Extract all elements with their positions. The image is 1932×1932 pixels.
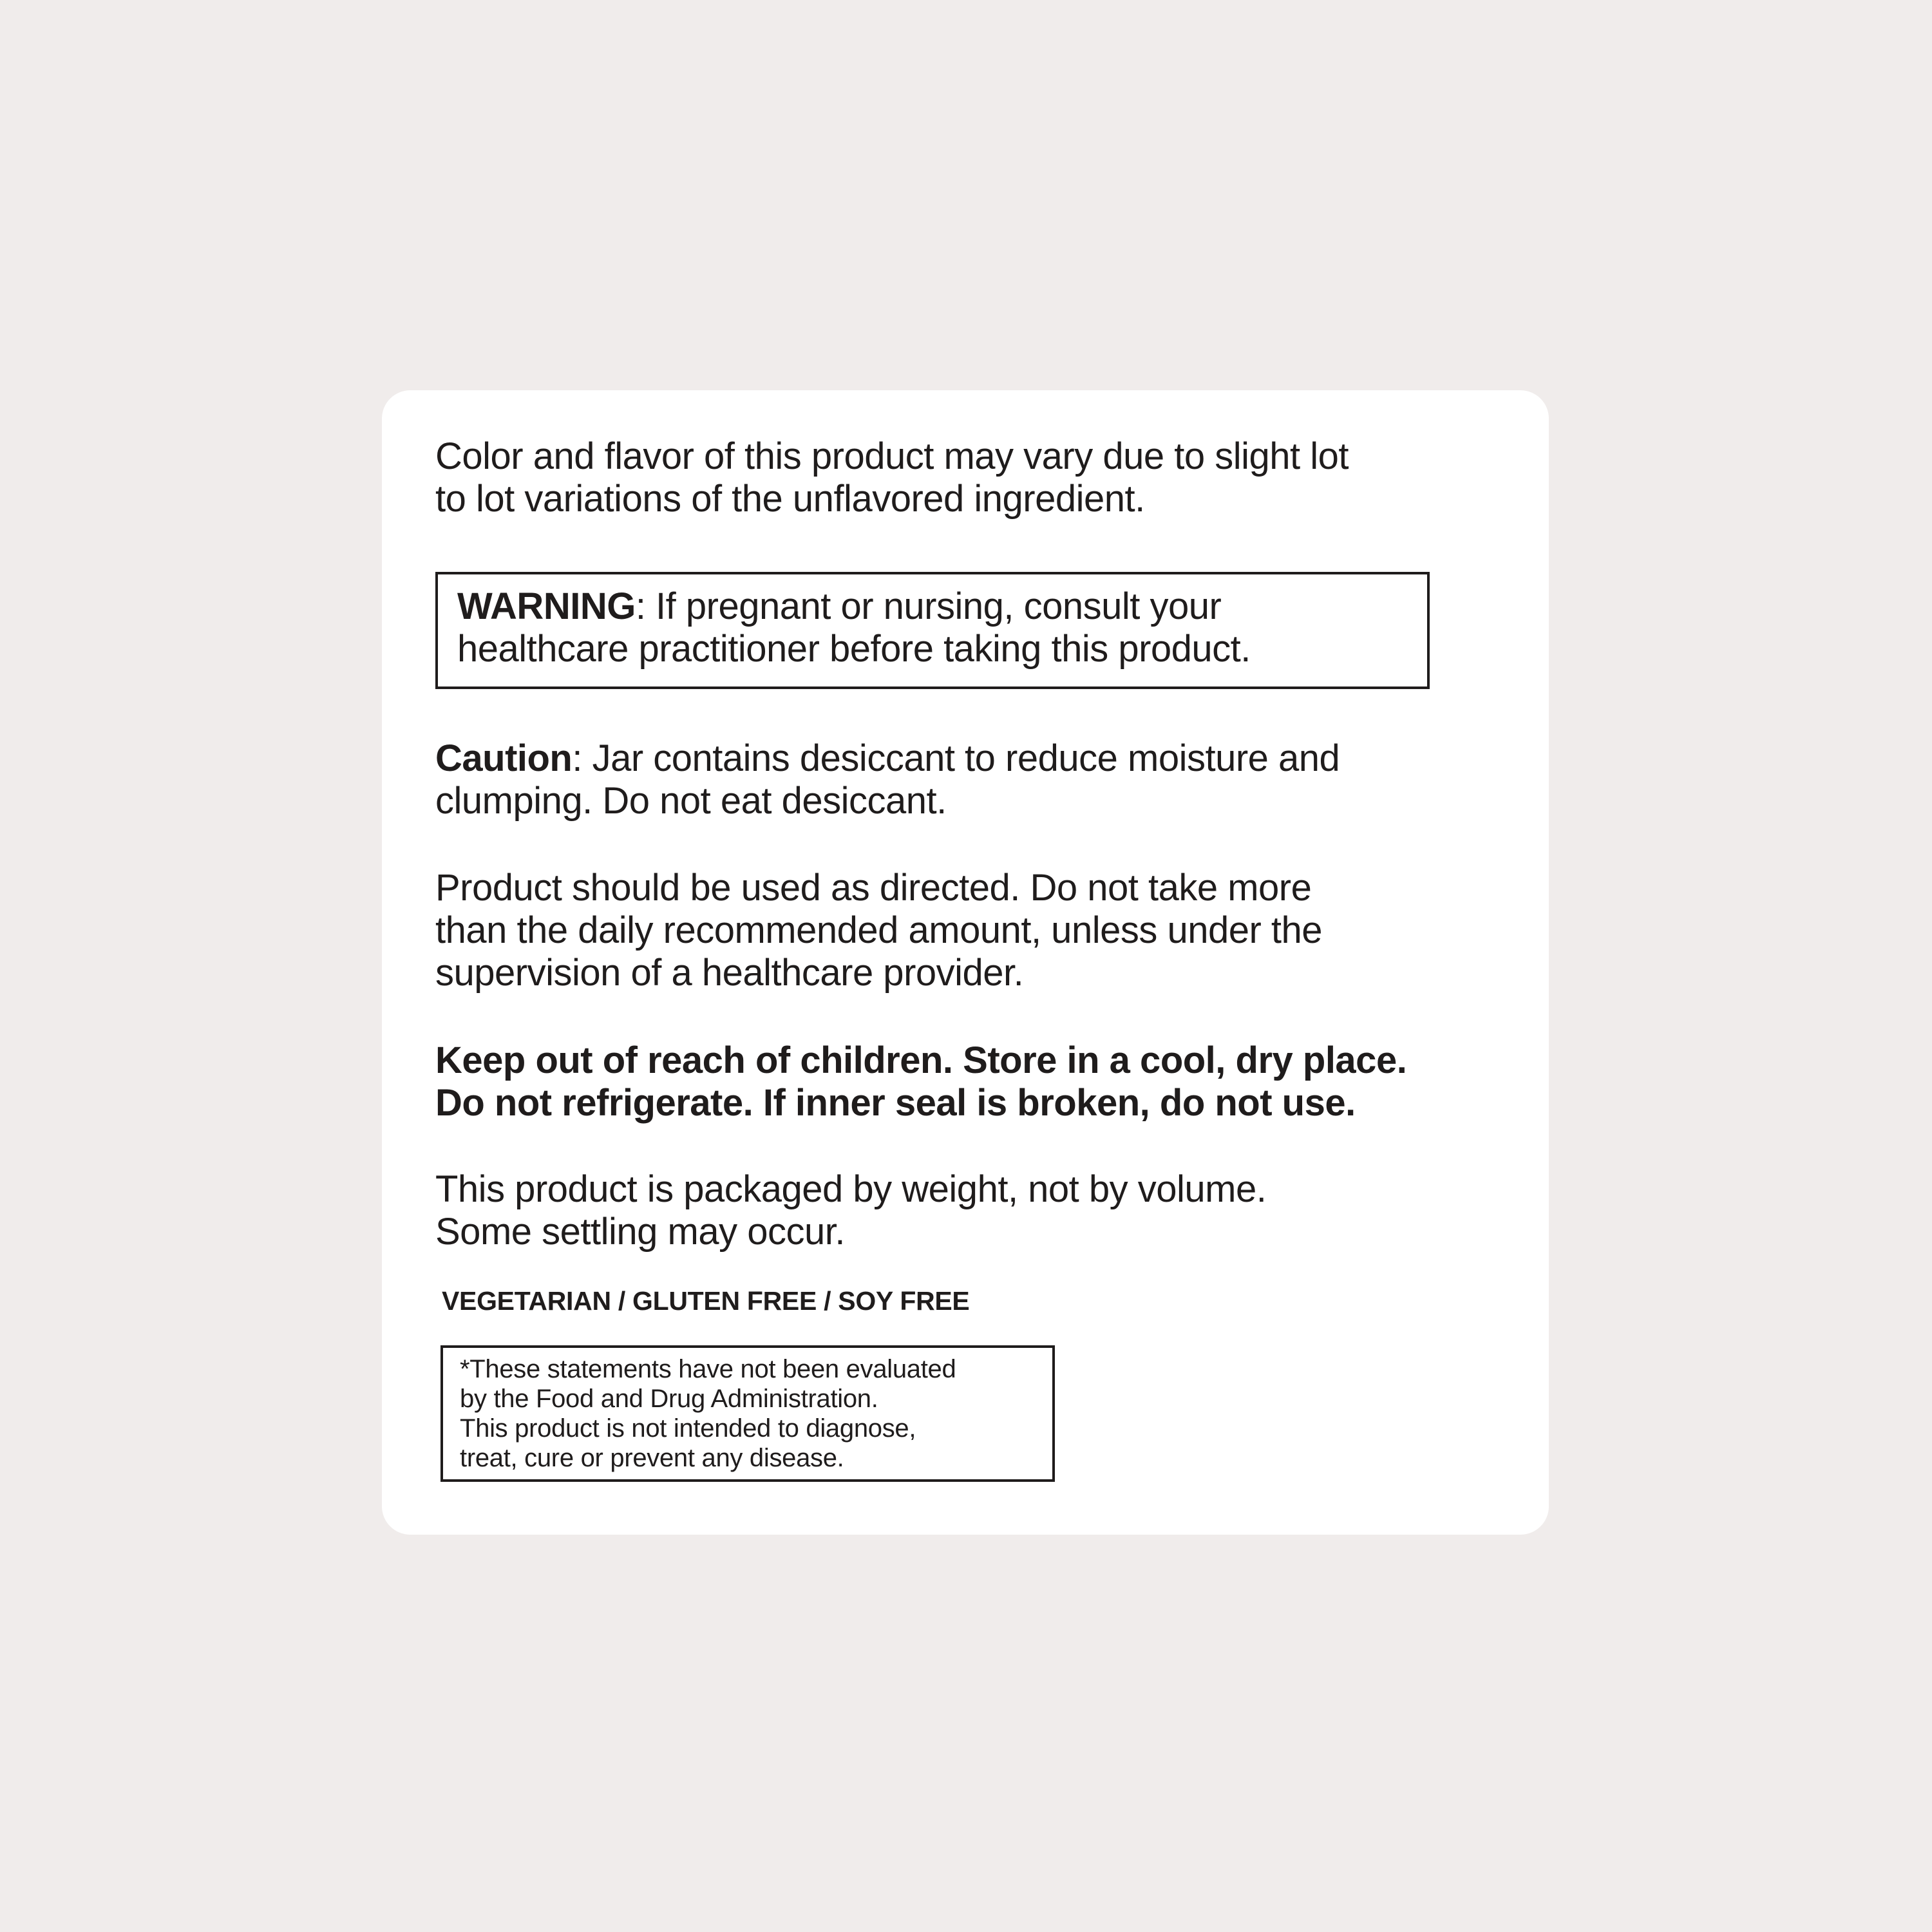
warning-line: healthcare practitioner before taking this product. — [457, 628, 1251, 670]
storage-line: Keep out of reach of children. Store in a cool, dry place. — [435, 1039, 1407, 1081]
label-card — [382, 390, 1549, 1535]
usage-line: Product should be used as directed. Do not take more — [435, 867, 1312, 909]
diet-claims: VEGETARIAN / GLUTEN FREE / SOY FREE — [442, 1286, 970, 1316]
color-flavor-line: Color and flavor of this product may vary due to slight lot — [435, 435, 1349, 477]
fda-disclaimer-text — [460, 1354, 956, 1473]
disclaimer-line: This product is not intended to diagnose, — [460, 1414, 916, 1443]
color-flavor-note — [435, 435, 1349, 520]
warning-box — [435, 572, 1430, 689]
usage-line: supervision of a healthcare provider. — [435, 952, 1024, 994]
usage-note — [435, 867, 1322, 994]
caution-line — [435, 737, 1340, 780]
storage-note — [435, 1039, 1406, 1124]
packaging-line: This product is packaged by weight, not by volume. — [435, 1168, 1267, 1210]
fda-disclaimer-box — [440, 1345, 1055, 1482]
caution-line-rest: : Jar contains desiccant to reduce moisture and — [572, 737, 1340, 779]
color-flavor-line: to lot variations of the unflavored ingredient. — [435, 478, 1145, 520]
packaging-line: Some settling may occur. — [435, 1211, 845, 1253]
warning-heading: WARNING — [457, 585, 636, 627]
caution-note — [435, 737, 1340, 822]
packaging-note — [435, 1168, 1266, 1253]
caution-heading: Caution — [435, 737, 573, 779]
warning-text — [457, 585, 1251, 670]
warning-line-rest: : If pregnant or nursing, consult your — [635, 585, 1222, 627]
disclaimer-line: by the Food and Drug Administration. — [460, 1385, 878, 1413]
disclaimer-line: *These statements have not been evaluated — [460, 1355, 956, 1383]
disclaimer-line: treat, cure or prevent any disease. — [460, 1444, 844, 1472]
storage-line: Do not refrigerate. If inner seal is broken, do not use. — [435, 1082, 1356, 1124]
caution-line: clumping. Do not eat desiccant. — [435, 780, 947, 822]
usage-line: than the daily recommended amount, unless under the — [435, 909, 1323, 951]
warning-line — [457, 585, 1251, 628]
